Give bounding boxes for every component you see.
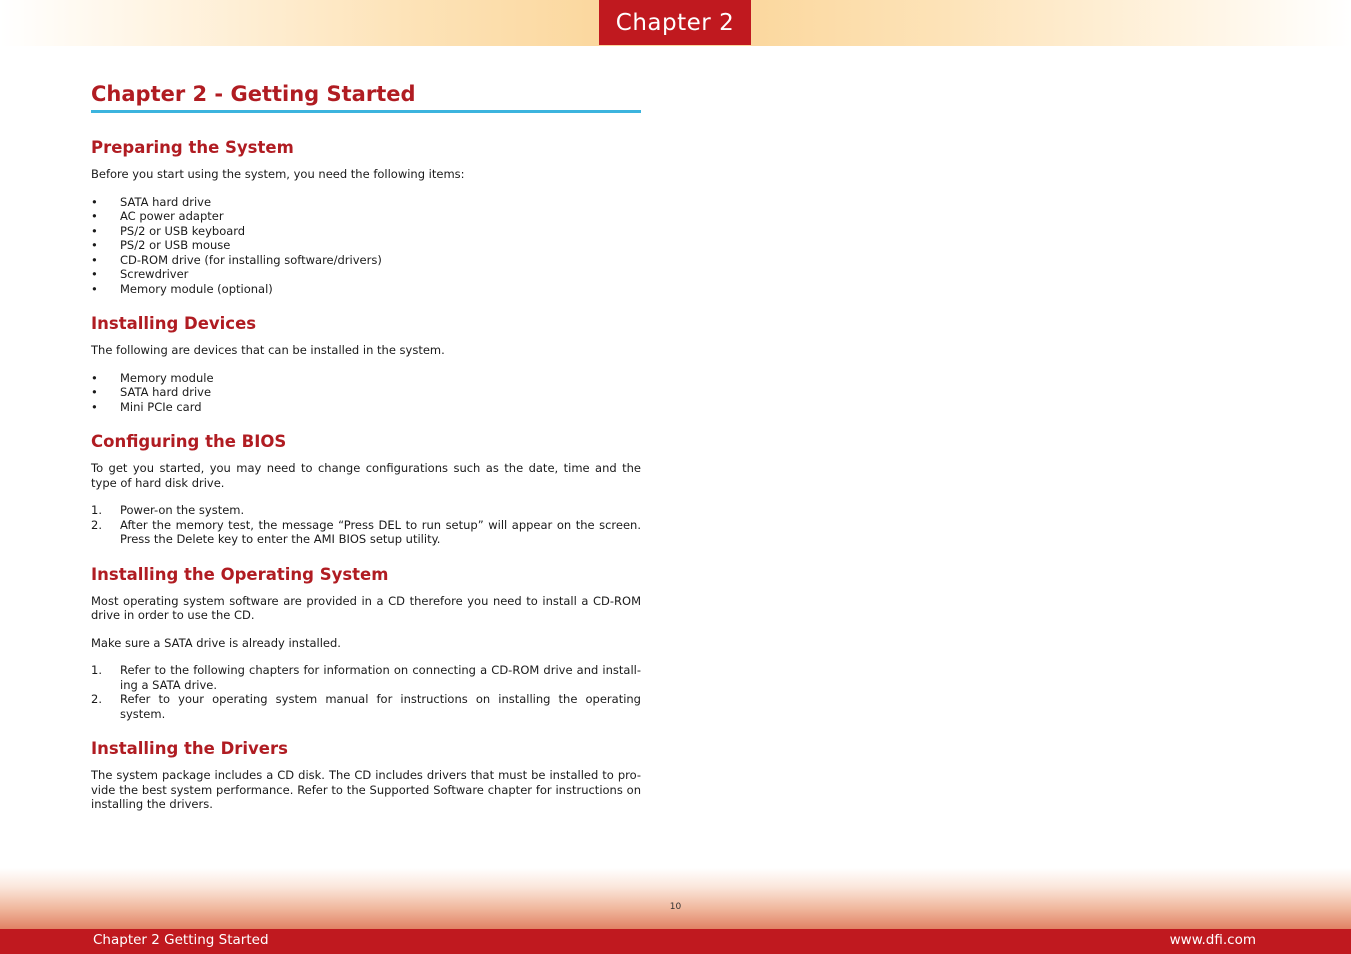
list-item: 1. Power-on the system. bbox=[91, 503, 245, 517]
page-number: 10 bbox=[669, 902, 682, 912]
preparing-intro: Before you start using the system, you need the following items: bbox=[91, 167, 465, 181]
footer-band bbox=[0, 868, 1351, 930]
footer-bar bbox=[0, 929, 1351, 954]
heading-installing-the-operating-system: Installing the Operating System bbox=[91, 564, 389, 584]
chapter-tab: Chapter 2 bbox=[599, 0, 751, 45]
footer-website: www.dfi.com bbox=[1169, 932, 1256, 948]
heading-installing-devices: Installing Devices bbox=[91, 314, 257, 333]
os-steps-list bbox=[91, 663, 641, 721]
bios-intro: To get you started, you may need to change configurations such as the date, time and the type of hard disk drive. bbox=[91, 461, 641, 490]
bios-steps-list bbox=[91, 503, 641, 547]
list-item: • AC power adapter bbox=[91, 209, 224, 223]
drivers-intro: The system package includes a CD disk. The CD includes drivers that must be installed to pro-vide the best system performance. Refer to the Supported Software chapter for instructions on installing the drivers. bbox=[91, 768, 641, 811]
list-item: • Screwdriver bbox=[91, 267, 189, 281]
preparing-items-list bbox=[91, 195, 641, 297]
list-item: 2. Refer to your operating system manual for instructions on installing the operating system. bbox=[91, 692, 641, 721]
list-item: • Mini PCIe card bbox=[91, 399, 202, 414]
list-item: 2. After the memory test, the message “Press DEL to run setup” will appear on the screen. Press the Delete key to enter the AMI BIOS setup utility. bbox=[91, 517, 641, 546]
footer-chapter-label: Chapter 2 Getting Started bbox=[93, 932, 269, 948]
list-item: • Memory module bbox=[91, 370, 214, 385]
page-title: Chapter 2 - Getting Started bbox=[91, 80, 641, 113]
heading-installing-the-drivers: Installing the Drivers bbox=[91, 739, 288, 758]
list-item: 1. Refer to the following chapters for information on connecting a CD-ROM drive and install-ing a SATA drive. bbox=[91, 663, 641, 692]
installing-devices-list bbox=[91, 371, 641, 415]
list-item: • CD-ROM drive (for installing software/drivers) bbox=[91, 252, 382, 267]
list-item: • Memory module (optional) bbox=[91, 281, 273, 296]
list-item: • SATA hard drive bbox=[91, 194, 212, 209]
heading-preparing-the-system: Preparing the System bbox=[91, 138, 294, 157]
heading-configuring-the-bios: Configuring the BIOS bbox=[91, 432, 287, 451]
os-note: Make sure a SATA drive is already installed. bbox=[91, 635, 341, 650]
list-item: • SATA hard drive bbox=[91, 385, 212, 399]
os-intro: Most operating system software are provided in a CD therefore you need to install a CD-ROM drive in order to use the CD. bbox=[91, 593, 641, 622]
installing-devices-intro: The following are devices that can be installed in the system. bbox=[91, 343, 445, 357]
page-content bbox=[91, 80, 641, 812]
list-item: • PS/2 or USB keyboard bbox=[91, 223, 246, 238]
list-item: • PS/2 or USB mouse bbox=[91, 238, 231, 252]
